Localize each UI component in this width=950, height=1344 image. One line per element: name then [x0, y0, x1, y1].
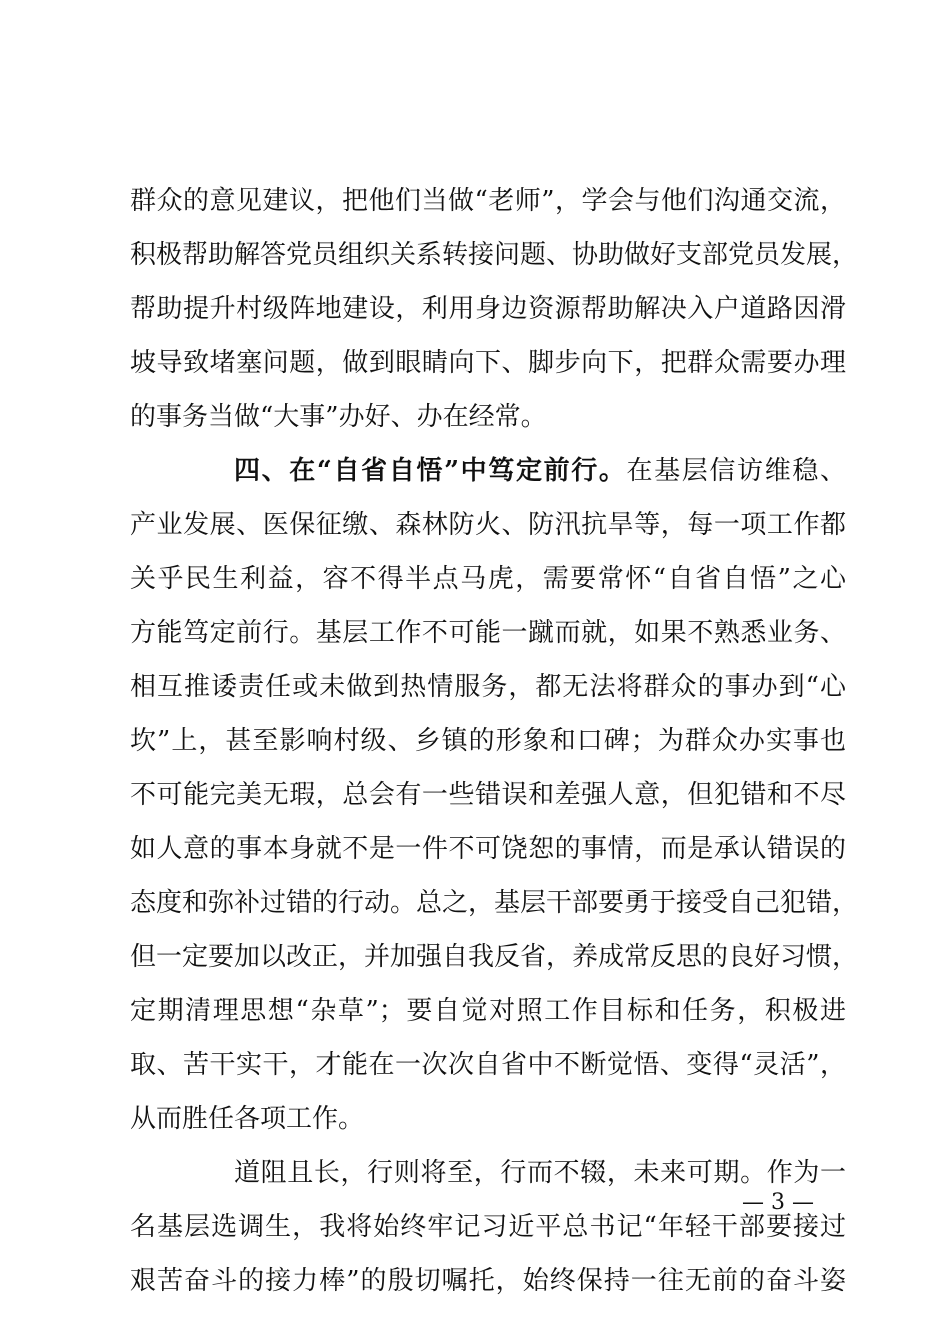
paragraph-1-line-2: 积极帮助解答党员组织关系转接问题、协助做好支部党员发展， — [130, 240, 859, 270]
paragraph-2-line-13: 从而胜任各项工作。 — [130, 1104, 365, 1134]
paragraph-2-first-line-text: 在基层信访维稳、 — [626, 456, 846, 486]
paragraph-3-line-2: 名基层选调生，我将始终牢记习近平总书记“年轻干部要接过 — [130, 1212, 846, 1242]
paragraph-3-first-line: 道阻且长，行则将至，行而不辍，未来可期。作为一 — [234, 1158, 846, 1188]
paragraph-2-line-2: 产业发展、医保征缴、森林防火、防汛抗旱等，每一项工作都 — [130, 510, 846, 540]
paragraph-2-line-11: 定期清理思想“杂草”；要自觉对照工作目标和任务，积极进 — [130, 996, 846, 1026]
paragraph-2-line-4: 方能笃定前行。基层工作不可能一蹴而就，如果不熟悉业务、 — [130, 618, 846, 648]
paragraph-1-line-1: 群众的意见建议，把他们当做“老师”，学会与他们沟通交流， — [130, 186, 846, 216]
paragraph-2-line-6: 坎”上，甚至影响村级、乡镇的形象和口碑；为群众办实事也 — [130, 726, 846, 756]
paragraph-1-line-3: 帮助提升村级阵地建设，利用身边资源帮助解决入户道路因滑 — [130, 294, 846, 324]
paragraph-2-first-line — [130, 444, 846, 498]
body-text — [130, 174, 859, 1308]
paragraph-2-line-10: 但一定要加以改正，并加强自我反省，养成常反思的良好习惯， — [130, 942, 859, 972]
paragraph-2-line-12: 取、苦干实干，才能在一次次自省中不断觉悟、变得“灵活”， — [130, 1050, 846, 1080]
paragraph-2-line-9: 态度和弥补过错的行动。总之，基层干部要勇于接受自己犯错， — [130, 888, 859, 918]
paragraph-1-line-4: 坡导致堵塞问题，做到眼睛向下、脚步向下，把群众需要办理 — [130, 348, 846, 378]
paragraph-2-line-3: 关乎民生利益，容不得半点马虎，需要常怀“自省自悟”之心 — [130, 564, 846, 594]
paragraph-2-line-8: 如人意的事本身就不是一件不可饶恕的事情，而是承认错误的 — [130, 834, 846, 864]
paragraph-3-line-3: 艰苦奋斗的接力棒”的殷切嘱托，始终保持一往无前的奋斗姿 — [130, 1266, 846, 1296]
paragraph-1-line-5: 的事务当做“大事”办好、办在经常。 — [130, 402, 547, 432]
page-number: — 3 — — [742, 1190, 814, 1215]
paragraph-2-line-7: 不可能完美无瑕，总会有一些错误和差强人意，但犯错和不尽 — [130, 780, 846, 810]
paragraph-2-line-5: 相互推诿责任或未做到热情服务，都无法将群众的事办到“心 — [130, 672, 846, 702]
section-heading: 四、在“自省自悟”中笃定前行。 — [234, 456, 627, 486]
